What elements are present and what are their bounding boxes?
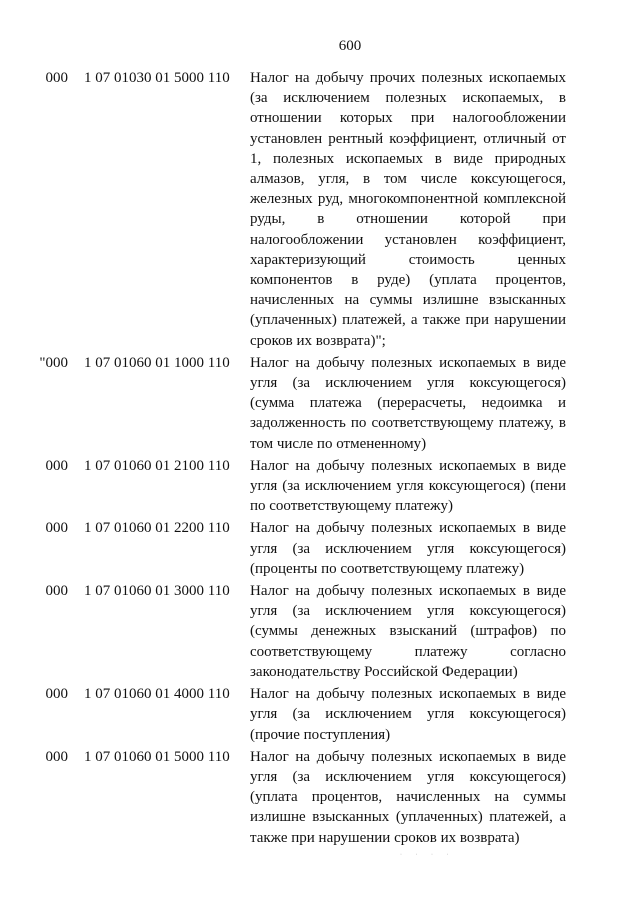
admin-code: 000	[45, 748, 68, 765]
scan-specks: · · · ·	[400, 852, 455, 858]
page-number: 600	[338, 38, 362, 54]
table-row	[0, 353, 640, 454]
income-description: Налог на добычу полезных ископаемых в виде угля (за исключением угля коксующегося) (суммы денежных взысканий (штрафов) по соответствующему платежу согласно законодательству Российской Федерации)	[250, 583, 566, 680]
income-description: Налог на добычу полезных ископаемых в виде угля (за исключением угля коксующегося) (уплата процентов, начисленных на суммы излишне взысканных (уплаченных) платежей, а также при нарушении сроков их возврата)	[250, 748, 566, 846]
admin-code: 000	[45, 70, 68, 86]
table-row	[0, 581, 640, 682]
budget-classification-code: 1 07 01060 01 2100 110	[84, 457, 230, 474]
income-description: Налог на добычу полезных ископаемых в виде угля (за исключением угля коксующегося) (прочие поступления)	[250, 686, 566, 743]
table-row	[0, 68, 640, 351]
income-description: Налог на добычу полезных ископаемых в виде угля (за исключением угля коксующегося) (пени по соответствующему платежу)	[250, 457, 566, 515]
table-row	[0, 518, 640, 579]
admin-code: "000	[39, 354, 68, 371]
admin-code: 000	[45, 583, 68, 600]
admin-code: 000	[45, 520, 68, 537]
classification-table	[0, 68, 640, 850]
income-description: Налог на добычу полезных ископаемых в виде угля (за исключением угля коксующегося) (сумма платежа (перерасчеты, недоимка и задолженность по соответствующему платежу, в том числе по отмененному)	[250, 354, 566, 452]
income-description: Налог на добычу прочих полезных ископаемых (за исключением полезных ископаемых, в отношении которых при налогообложении установлен рентный коэффициент, отличный от 1, полезных ископаемых в виде природных алмазов, угля, в том числе коксующегося, железных руд, многокомпонентной комплексной руды, в отношении которой при налогообложении установлен коэффициент, характеризующий стоимость ценных компонентов в руде) (уплата процентов, начисленных на суммы излишне взысканных (уплаченных) платежей, а также при нарушении сроков их возврата)";	[250, 70, 566, 349]
budget-classification-code: 1 07 01060 01 5000 110	[84, 748, 230, 765]
table-row	[0, 456, 640, 517]
admin-code: 000	[45, 686, 68, 703]
budget-classification-code: 1 07 01030 01 5000 110	[84, 70, 230, 86]
budget-classification-code: 1 07 01060 01 3000 110	[84, 583, 230, 600]
budget-classification-code: 1 07 01060 01 4000 110	[84, 686, 230, 703]
budget-classification-code: 1 07 01060 01 1000 110	[84, 354, 230, 371]
budget-classification-code: 1 07 01060 01 2200 110	[84, 520, 230, 537]
table-row	[0, 747, 640, 848]
income-description: Налог на добычу полезных ископаемых в виде угля (за исключением угля коксующегося) (проценты по соответствующему платежу)	[250, 520, 566, 577]
admin-code: 000	[45, 457, 68, 474]
table-row	[0, 684, 640, 745]
